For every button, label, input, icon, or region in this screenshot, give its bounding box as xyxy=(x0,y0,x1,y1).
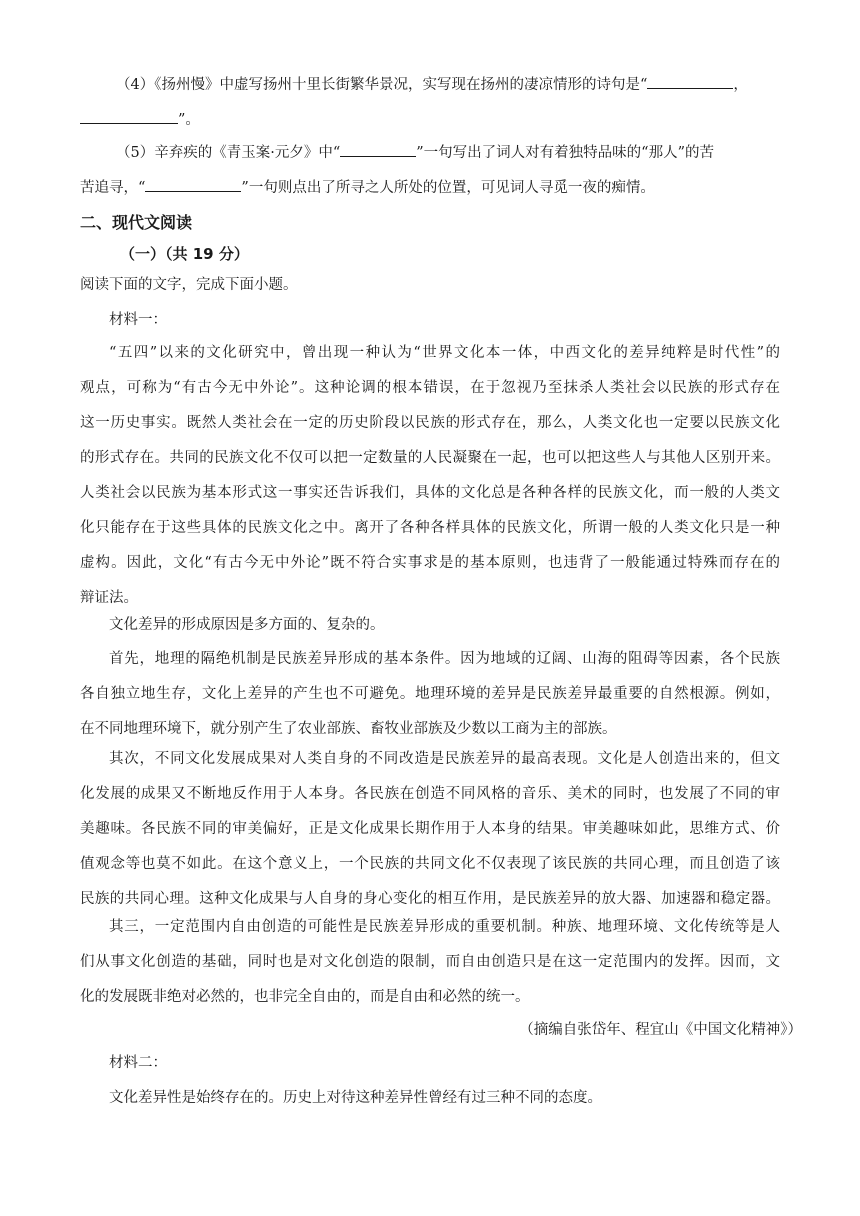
material-2-label: 材料二： xyxy=(109,1055,167,1071)
paragraph-line: 文化差异的形成原因是多方面的、复杂的。 xyxy=(109,617,385,633)
paragraph-2 xyxy=(80,608,780,643)
question-5-text: 苦追寻，“ xyxy=(80,180,146,196)
question-5-text: ”一句写出了词人对有着独特品味的“那人”的苦 xyxy=(416,145,714,161)
instruction xyxy=(80,268,780,338)
question-4-text: （4）《扬州慢》中虚写扬州十里长街繁华景况，实写现在扬州的凄凉情形的诗句是“ xyxy=(116,77,648,93)
paragraph-line: 其三，一定范围内自由创造的可能性是民族差异形成的重要机制。种族、地理环境、文化传统等是人 xyxy=(109,919,780,935)
paragraph-line: 的形式存在。共同的民族文化不仅可以把一定数量的人民凝聚在一起，也可以把这些人与其他人区别开来。 xyxy=(80,450,780,466)
paragraph-4 xyxy=(80,742,780,917)
question-5-text: ”一句则点出了所寻之人所处的位置，可见词人寻觅一夜的痴情。 xyxy=(241,180,655,196)
question-5-line-2 xyxy=(80,171,780,206)
paragraph-3 xyxy=(80,642,780,747)
question-4-end: ”。 xyxy=(178,112,200,128)
answer-blank[interactable] xyxy=(80,105,178,124)
answer-blank[interactable] xyxy=(145,173,241,192)
question-4-line-1 xyxy=(80,68,780,103)
paragraph-line: 辩证法。 xyxy=(80,590,138,606)
paragraph-line: 观点，可称为“有古今无中外论”。这种论调的根本错误，在于忽视乃至抹杀人类社会以民族的形式存在 xyxy=(80,380,780,396)
paragraph-1 xyxy=(80,336,780,616)
material-2 xyxy=(80,1046,780,1116)
paragraph-line: 虚构。因此，文化“有古今无中外论”既不符合实事求是的基本原则，也违背了一般能通过特殊而存在的 xyxy=(80,555,780,571)
citation: （摘编自张岱年、程宜山《中国文化精神》） xyxy=(519,1022,802,1038)
paragraph-line: 民族的共同心理。这种文化成果与人自身的身心变化的相互作用，是民族差异的放大器、加速器和稳定器。 xyxy=(80,891,780,907)
paragraph-line: 美趣味。各民族不同的审美偏好，正是文化成果长期作用于人本身的结果。审美趣味如此，思维方式、价 xyxy=(80,821,780,837)
question-5 xyxy=(80,136,780,206)
question-4-comma: ， xyxy=(733,77,748,93)
question-5-line-1 xyxy=(80,136,780,171)
paragraph-line: 值观念等也莫不如此。在这个意义上，一个民族的共同文化不仅表现了该民族的共同心理，而且创造了该 xyxy=(80,856,780,872)
paragraph-line: 们从事文化创造的基础，同时也是对文化创造的限制，而自由创造只是在这一定范围内的发挥。因而，文 xyxy=(80,954,780,970)
subsection-heading: （一）（共 19 分） xyxy=(120,245,249,263)
paragraph-line: 其次，不同文化发展成果对人类自身的不同改造是民族差异的最高表现。文化是人创造出来的，但文 xyxy=(109,751,780,767)
paragraph-line: 这一历史事实。既然人类社会在一定的历史阶段以民族的形式存在，那么，人类文化也一定要以民族文化 xyxy=(80,415,780,431)
material-1-label: 材料一： xyxy=(109,312,167,328)
paragraph-line: 人类社会以民族为基本形式这一事实还告诉我们，具体的文化总是各种各样的民族文化，而一般的人类文 xyxy=(80,485,780,501)
paragraph-line: 化只能存在于这些具体的民族文化之中。离开了各种各样具体的民族文化，所谓一般的人类文化只是一种 xyxy=(80,520,780,536)
section-heading: 二、现代文阅读 xyxy=(80,213,193,232)
question-4 xyxy=(80,68,780,138)
paragraph-line: 化的发展既非绝对必然的，也非完全自由的，而是自由和必然的统一。 xyxy=(80,989,530,1005)
paragraph-line: 首先，地理的隔绝机制是民族差异形成的基本条件。因为地域的辽阔、山海的阻碍等因素，各个民族 xyxy=(109,651,780,667)
instruction-text: 阅读下面的文字，完成下面小题。 xyxy=(80,277,298,293)
question-5-text: （5）辛弃疾的《青玉案·元夕》中“ xyxy=(116,145,341,161)
answer-blank[interactable] xyxy=(647,70,733,89)
paragraph-line: 各自独立地生存，文化上差异的产生也不可避免。地理环境的差异是民族差异最重要的自然根源。例如， xyxy=(80,686,780,702)
paragraph-line: 在不同地理环境下，就分别产生了农业部族、畜牧业部族及少数以工商为主的部族。 xyxy=(80,721,617,737)
paragraph-line: 文化差异性是始终存在的。历史上对待这种差异性曾经有过三种不同的态度。 xyxy=(109,1090,602,1106)
question-4-line-2 xyxy=(80,103,780,138)
paragraph-line: “五四”以来的文化研究中，曾出现一种认为“世界文化本一体，中西文化的差异纯粹是时代性”的 xyxy=(109,345,780,361)
paragraph-line: 化发展的成果又不断地反作用于人本身。各民族在创造不同风格的音乐、美术的同时，也发展了不同的审 xyxy=(80,786,780,802)
answer-blank[interactable] xyxy=(340,138,416,157)
paragraph-5 xyxy=(80,910,780,1015)
